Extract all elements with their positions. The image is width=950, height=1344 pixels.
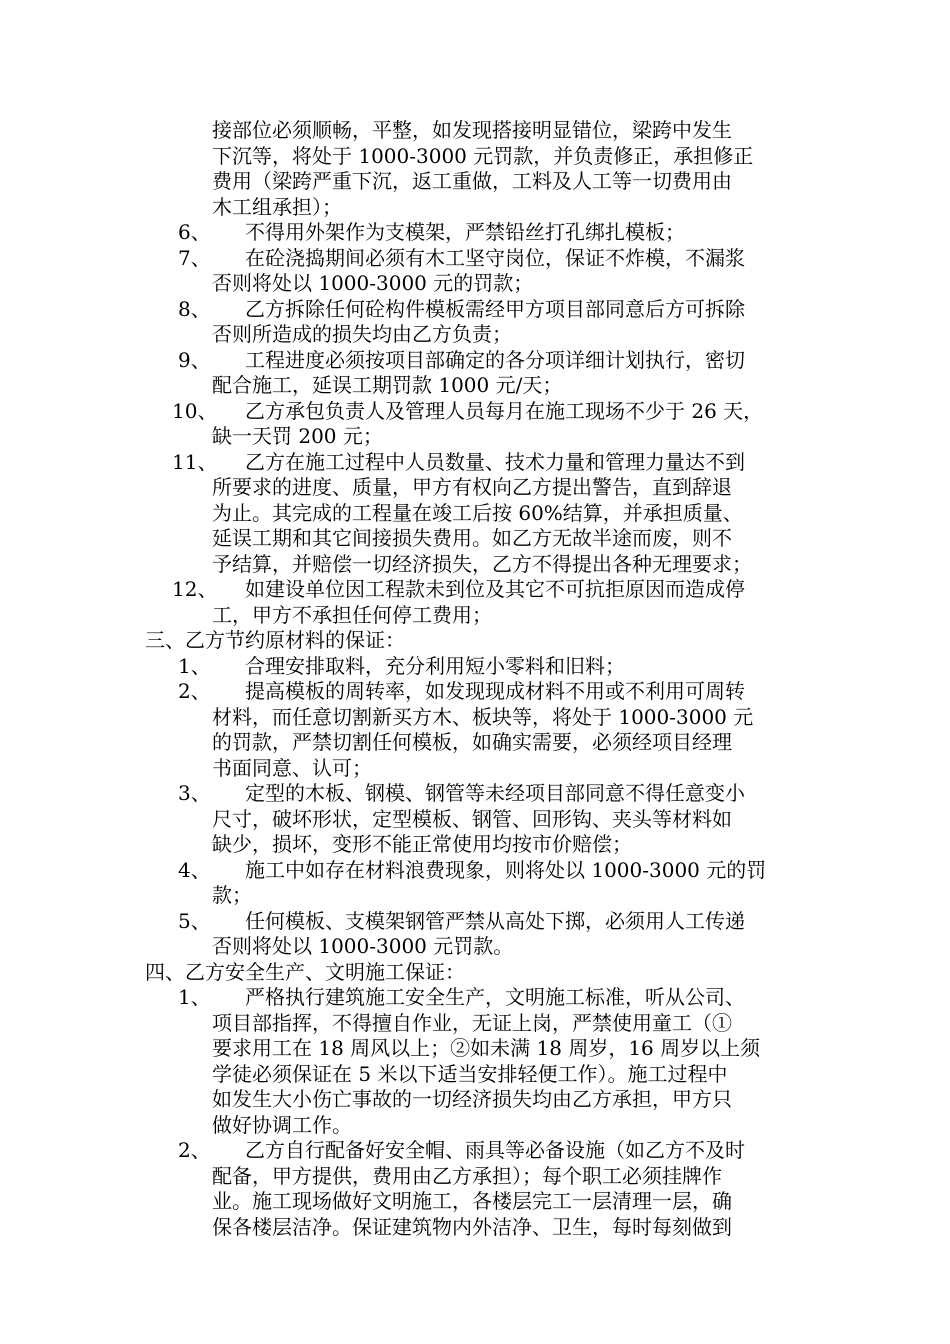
list-item-text: 乙方在施工过程中人员数量、技术力量和管理力量达不到 — [245, 449, 745, 474]
paragraph-line: 做好协调工作。 — [212, 1112, 352, 1137]
list-item-text: 乙方自行配备好安全帽、雨具等必备设施（如乙方不及时 — [245, 1138, 745, 1162]
list-item — [0, 985, 950, 1011]
document-body — [0, 118, 950, 1240]
list-item — [0, 297, 950, 323]
list-item-number: 12、 — [172, 577, 218, 601]
paragraph-line: 如发生大小伤亡事故的一切经济损失均由乙方承担，甲方只 — [212, 1087, 732, 1111]
list-item — [0, 246, 950, 272]
list-item — [0, 781, 950, 807]
paragraph-line: 接部位必须顺畅，平整，如发现搭接明显错位，梁跨中发生 — [212, 118, 732, 142]
paragraph-line: 的罚款，严禁切割任何模板，如确实需要，必须经项目经理 — [212, 730, 732, 754]
paragraph-line: 项目部指挥，不得擅自作业，无证上岗，严禁使用童工（① — [212, 1010, 732, 1035]
paragraph-line: 工，甲方不承担任何停工费用； — [212, 602, 492, 627]
list-item-text: 不得用外架作为支模架，严禁铅丝打孔绑扎模板； — [245, 220, 685, 244]
list-item-number: 3、 — [178, 781, 211, 805]
list-item — [0, 1138, 950, 1164]
paragraph-line: 保各楼层洁净。保证建筑物内外洁净、卫生，每时每刻做到 — [212, 1214, 732, 1239]
section-heading — [0, 628, 950, 654]
list-item-text: 乙方承包负责人及管理人员每月在施工现场不少于 26 天， — [245, 398, 764, 423]
paragraph-line: 否则将处以 1000-3000 元罚款。 — [212, 934, 514, 958]
list-item-number: 5、 — [178, 908, 211, 933]
list-item-text: 严格执行建筑施工安全生产，文明施工标准，听从公司、 — [245, 985, 745, 1009]
paragraph-line: 费用（梁跨严重下沉，返工重做，工料及人工等一切费用由 — [212, 169, 732, 193]
paragraph-line: 书面同意、认可； — [212, 755, 372, 780]
list-item — [0, 348, 950, 374]
paragraph-line: 予结算，并赔偿一切经济损失，乙方不得提出各种无理要求； — [212, 551, 752, 576]
paragraph-line: 下沉等，将处于 1000-3000 元罚款，并负责修正，承担修正 — [212, 143, 754, 168]
paragraph-line: 要求用工在 18 周风以上；②如未满 18 周岁，16 周岁以上须 — [212, 1036, 761, 1060]
paragraph-line: 木工组承担）； — [212, 194, 342, 219]
list-item-text: 定型的木板、钢模、钢管等未经项目部同意不得任意变小 — [245, 781, 745, 805]
list-item — [0, 220, 950, 246]
list-item — [0, 577, 950, 603]
list-item-number: 1、 — [178, 985, 211, 1009]
list-item-number: 7、 — [178, 245, 211, 270]
list-item-text: 提高模板的周转率，如发现现成材料不用或不利用可周转 — [245, 679, 745, 703]
section-heading-text: 三、乙方节约原材料的保证： — [145, 628, 405, 652]
list-item-number: 2、 — [178, 1138, 211, 1162]
paragraph-line: 缺一天罚 200 元； — [212, 424, 383, 448]
list-item-number: 4、 — [178, 857, 211, 882]
list-item-number: 6、 — [178, 220, 211, 244]
paragraph-line: 否则所造成的损失均由乙方负责； — [212, 322, 512, 346]
list-item — [0, 654, 950, 680]
list-item-text: 如建设单位因工程款未到位及其它不可抗拒原因而造成停 — [245, 577, 745, 601]
section-heading — [0, 960, 950, 986]
paragraph-line: 为止。其完成的工程量在竣工后按 60%结算，并承担质量、 — [212, 500, 743, 525]
list-item-text: 合理安排取料，充分利用短小零料和旧料； — [245, 653, 625, 678]
list-item — [0, 399, 950, 425]
list-item — [0, 450, 950, 476]
list-item-text: 施工中如存在材料浪费现象，则将处以 1000-3000 元的罚 — [245, 857, 767, 882]
paragraph-line: 配备，甲方提供，费用由乙方承担）；每个职工必须挂牌作 — [212, 1163, 722, 1188]
list-item-number: 8、 — [178, 296, 211, 321]
paragraph-line: 配合施工，延误工期罚款 1000 元/天； — [212, 373, 563, 397]
paragraph-line: 学徒必须保证在 5 米以下适当安排轻便工作）。施工过程中 — [212, 1061, 728, 1086]
list-item — [0, 909, 950, 935]
paragraph-line: 所要求的进度、质量，甲方有权向乙方提出警告，直到辞退 — [212, 475, 732, 499]
paragraph-line: 缺少，损坏，变形不能正常使用均按市价赔偿； — [212, 832, 632, 856]
list-item — [0, 858, 950, 884]
list-item-number: 1、 — [178, 653, 211, 678]
list-item-text: 工程进度必须按项目部确定的各分项详细计划执行，密切 — [245, 347, 745, 372]
paragraph-line: 否则将处以 1000-3000 元的罚款； — [212, 271, 534, 295]
list-item-number: 11、 — [172, 449, 218, 474]
section-heading-text: 四、乙方安全生产、文明施工保证： — [145, 959, 465, 984]
list-item-text: 任何模板、支模架钢管严禁从高处下掷，必须用人工传递 — [245, 908, 745, 933]
paragraph-line: 款； — [212, 883, 252, 907]
list-item-text: 乙方拆除任何砼构件模板需经甲方项目部同意后方可拆除 — [245, 296, 745, 321]
list-item-number: 2、 — [178, 679, 211, 703]
paragraph-line: 尺寸，破坏形状，定型模板、钢管、回形钩、夹头等材料如 — [212, 806, 732, 831]
paragraph-line: 材料，而任意切割新买方木、板块等，将处于 1000-3000 元 — [212, 704, 754, 729]
list-item-number: 9、 — [178, 347, 211, 372]
paragraph-line: 业。施工现场做好文明施工，各楼层完工一层清理一层，确 — [212, 1189, 732, 1213]
list-item-number: 10、 — [172, 398, 218, 423]
list-item — [0, 679, 950, 705]
list-item-text: 在砼浇捣期间必须有木工坚守岗位，保证不炸模，不漏浆 — [245, 245, 745, 270]
paragraph-line: 延误工期和其它间接损失费用。如乙方无故半途而废，则不 — [212, 526, 732, 550]
